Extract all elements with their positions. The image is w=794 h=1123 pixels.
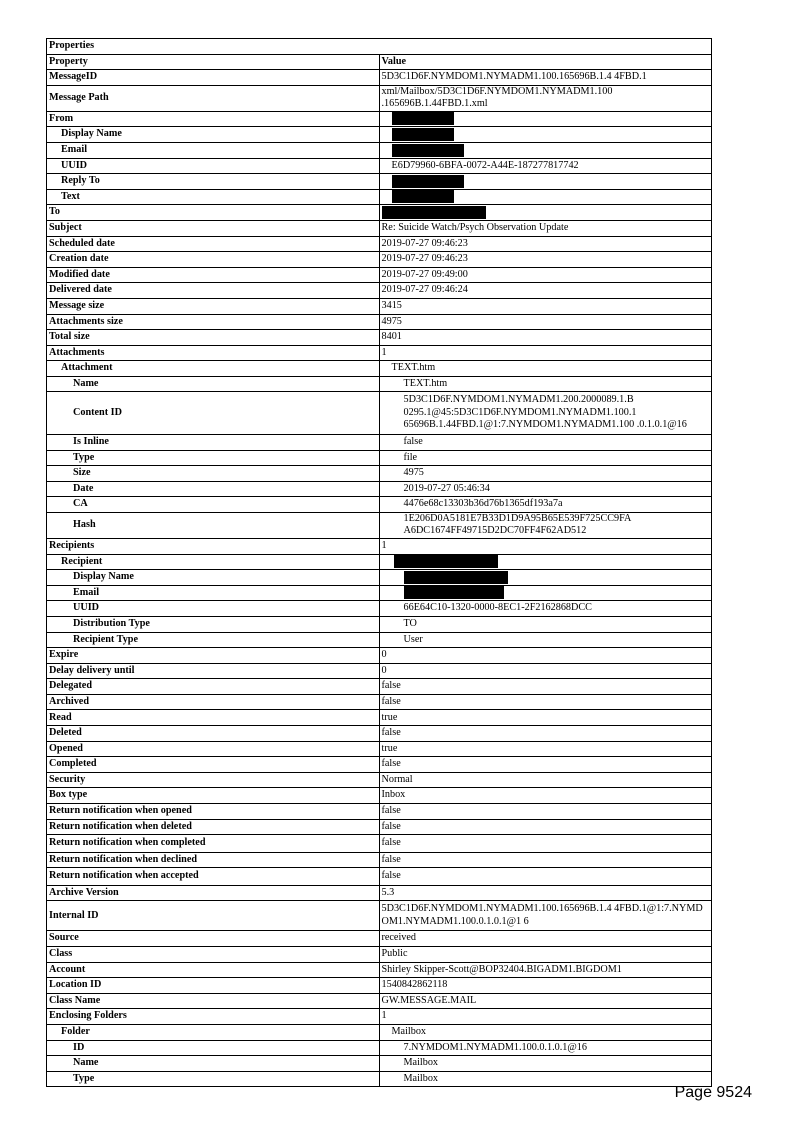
table-row bbox=[47, 962, 712, 978]
table-row bbox=[47, 512, 712, 538]
column-header-property: Property bbox=[47, 54, 380, 70]
row-key: Return notification when opened bbox=[47, 804, 380, 820]
row-key: CA bbox=[47, 497, 380, 513]
row-key: Recipients bbox=[47, 538, 380, 554]
row-key: Class bbox=[47, 947, 380, 963]
row-value: Inbox bbox=[379, 788, 712, 804]
row-value: Re: Suicide Watch/Psych Observation Update bbox=[379, 220, 712, 236]
table-row bbox=[47, 111, 712, 127]
row-key: Read bbox=[47, 710, 380, 726]
row-value bbox=[379, 205, 712, 221]
table-row bbox=[47, 158, 712, 174]
table-row bbox=[47, 481, 712, 497]
row-value: received bbox=[379, 931, 712, 947]
row-value: 4975 bbox=[379, 314, 712, 330]
row-value: TEXT.htm bbox=[379, 376, 712, 392]
table-row bbox=[47, 392, 712, 435]
table-row bbox=[47, 330, 712, 346]
row-value: Normal bbox=[379, 772, 712, 788]
table-row bbox=[47, 361, 712, 377]
table-row bbox=[47, 70, 712, 86]
table-row bbox=[47, 679, 712, 695]
row-key: Archive Version bbox=[47, 885, 380, 901]
redaction-box bbox=[392, 128, 454, 141]
table-row bbox=[47, 538, 712, 554]
table-row bbox=[47, 694, 712, 710]
row-value: false bbox=[379, 757, 712, 773]
row-value: 5D3C1D6F.NYMDOM1.NYMADM1.100.165696B.1.4 4FBD.1 bbox=[379, 70, 712, 86]
row-key: Type bbox=[47, 1071, 380, 1087]
row-key: Folder bbox=[47, 1024, 380, 1040]
row-value: E6D79960-6BFA-0072-A44E-187277817742 bbox=[379, 158, 712, 174]
row-value: 66E64C10-1320-0000-8EC1-2F2162868DCC bbox=[379, 601, 712, 617]
table-row bbox=[47, 236, 712, 252]
row-value: 2019-07-27 05:46:34 bbox=[379, 481, 712, 497]
row-value: 5D3C1D6F.NYMDOM1.NYMADM1.100.165696B.1.4 4FBD.1@1:7.NYMDOM1.NYMADM1.100.0.1.0.1@1 6 bbox=[379, 901, 712, 931]
table-row bbox=[47, 345, 712, 361]
row-value: 1540842862118 bbox=[379, 978, 712, 994]
row-key: Size bbox=[47, 466, 380, 482]
row-value: 1 bbox=[379, 1009, 712, 1025]
row-key: Attachments size bbox=[47, 314, 380, 330]
row-key: Expire bbox=[47, 648, 380, 664]
row-key: Type bbox=[47, 450, 380, 466]
row-value: true bbox=[379, 710, 712, 726]
table-header-row bbox=[47, 54, 712, 70]
row-key: Is Inline bbox=[47, 434, 380, 450]
row-value: false bbox=[379, 726, 712, 742]
row-key: Delegated bbox=[47, 679, 380, 695]
table-row bbox=[47, 1024, 712, 1040]
table-row bbox=[47, 726, 712, 742]
row-value: 3415 bbox=[379, 298, 712, 314]
table-row bbox=[47, 252, 712, 268]
table-row bbox=[47, 570, 712, 586]
table-row bbox=[47, 85, 712, 111]
row-key: Class Name bbox=[47, 993, 380, 1009]
row-key: Location ID bbox=[47, 978, 380, 994]
row-value: TO bbox=[379, 616, 712, 632]
table-row bbox=[47, 220, 712, 236]
row-key: Internal ID bbox=[47, 901, 380, 931]
table-row bbox=[47, 835, 712, 853]
table-row bbox=[47, 931, 712, 947]
row-value: false bbox=[379, 835, 712, 853]
row-key: Return notification when declined bbox=[47, 852, 380, 868]
row-value: GW.MESSAGE.MAIL bbox=[379, 993, 712, 1009]
row-value: User bbox=[379, 632, 712, 648]
row-key: Opened bbox=[47, 741, 380, 757]
table-row bbox=[47, 1009, 712, 1025]
table-row bbox=[47, 632, 712, 648]
table-row bbox=[47, 434, 712, 450]
row-key: Message Path bbox=[47, 85, 380, 111]
row-value: 0 bbox=[379, 663, 712, 679]
row-key: Subject bbox=[47, 220, 380, 236]
row-key: Reply To bbox=[47, 174, 380, 190]
row-value bbox=[379, 189, 712, 205]
page-number: Page 9524 bbox=[674, 1084, 752, 1101]
table-row bbox=[47, 868, 712, 886]
row-key: UUID bbox=[47, 158, 380, 174]
row-value: 5D3C1D6F.NYMDOM1.NYMADM1.200.2000089.1.B 0295.1@45:5D3C1D6F.NYMDOM1.NYMADM1.100.1 65696B.1.44FBD.1@1:7.NYMDOM1.NYMADM1.100 .0.1.0.1@16 bbox=[379, 392, 712, 435]
row-value bbox=[379, 570, 712, 586]
row-value bbox=[379, 554, 712, 570]
row-key: Completed bbox=[47, 757, 380, 773]
row-key: Return notification when deleted bbox=[47, 819, 380, 835]
row-value bbox=[379, 111, 712, 127]
redaction-box bbox=[392, 112, 454, 125]
table-row bbox=[47, 772, 712, 788]
row-key: From bbox=[47, 111, 380, 127]
row-key: Recipient bbox=[47, 554, 380, 570]
row-value: Public bbox=[379, 947, 712, 963]
table-row bbox=[47, 819, 712, 835]
table-row bbox=[47, 283, 712, 299]
row-key: Content ID bbox=[47, 392, 380, 435]
row-value: 2019-07-27 09:46:23 bbox=[379, 252, 712, 268]
table-row bbox=[47, 788, 712, 804]
table-row bbox=[47, 741, 712, 757]
row-key: Text bbox=[47, 189, 380, 205]
row-value: file bbox=[379, 450, 712, 466]
table-row bbox=[47, 978, 712, 994]
table-row bbox=[47, 450, 712, 466]
row-value: false bbox=[379, 434, 712, 450]
row-value: xml/Mailbox/5D3C1D6F.NYMDOM1.NYMADM1.100 .165696B.1.44FBD.1.xml bbox=[379, 85, 712, 111]
row-key: ID bbox=[47, 1040, 380, 1056]
row-value: false bbox=[379, 679, 712, 695]
table-row bbox=[47, 267, 712, 283]
row-value: false bbox=[379, 819, 712, 835]
table-row bbox=[47, 901, 712, 931]
table-row bbox=[47, 852, 712, 868]
row-value: false bbox=[379, 804, 712, 820]
row-value: 1 bbox=[379, 538, 712, 554]
row-key: Archived bbox=[47, 694, 380, 710]
table-row bbox=[47, 497, 712, 513]
table-row bbox=[47, 885, 712, 901]
redaction-box bbox=[392, 190, 454, 203]
row-value: Mailbox bbox=[379, 1056, 712, 1072]
row-key: Enclosing Folders bbox=[47, 1009, 380, 1025]
row-value: TEXT.htm bbox=[379, 361, 712, 377]
table-row bbox=[47, 585, 712, 601]
row-key: Creation date bbox=[47, 252, 380, 268]
table-row bbox=[47, 663, 712, 679]
table-row bbox=[47, 298, 712, 314]
row-key: Scheduled date bbox=[47, 236, 380, 252]
table-row bbox=[47, 376, 712, 392]
row-value: 5.3 bbox=[379, 885, 712, 901]
row-key: Return notification when accepted bbox=[47, 868, 380, 886]
redaction-box bbox=[392, 144, 464, 157]
table-row bbox=[47, 1040, 712, 1056]
row-value: 1 bbox=[379, 345, 712, 361]
row-key: Modified date bbox=[47, 267, 380, 283]
row-value: 1E206D0A5181E7B33D1D9A95B65E539F725CC9FA A6DC1674FF49715D2DC70FF4F62AD512 bbox=[379, 512, 712, 538]
table-row bbox=[47, 127, 712, 143]
row-key: UUID bbox=[47, 601, 380, 617]
row-key: Total size bbox=[47, 330, 380, 346]
row-key: Delay delivery until bbox=[47, 663, 380, 679]
row-key: Hash bbox=[47, 512, 380, 538]
row-value bbox=[379, 174, 712, 190]
row-value: Shirley Skipper-Scott@BOP32404.BIGADM1.BIGDOM1 bbox=[379, 962, 712, 978]
table-row bbox=[47, 993, 712, 1009]
row-value: Mailbox bbox=[379, 1024, 712, 1040]
row-key: Name bbox=[47, 376, 380, 392]
redaction-box bbox=[394, 555, 498, 568]
table-row bbox=[47, 757, 712, 773]
table-title: Properties bbox=[47, 39, 712, 55]
row-key: MessageID bbox=[47, 70, 380, 86]
row-value: 4975 bbox=[379, 466, 712, 482]
table-row bbox=[47, 142, 712, 158]
table-row bbox=[47, 1071, 712, 1087]
properties-sheet bbox=[46, 38, 712, 1087]
row-key: Return notification when completed bbox=[47, 835, 380, 853]
row-key: Email bbox=[47, 585, 380, 601]
row-value: 2019-07-27 09:49:00 bbox=[379, 267, 712, 283]
row-value bbox=[379, 142, 712, 158]
table-row bbox=[47, 601, 712, 617]
row-key: Account bbox=[47, 962, 380, 978]
table-row bbox=[47, 1056, 712, 1072]
table-row bbox=[47, 174, 712, 190]
redaction-box bbox=[404, 586, 504, 599]
row-key: Display Name bbox=[47, 570, 380, 586]
row-value: 7.NYMDOM1.NYMADM1.100.0.1.0.1@16 bbox=[379, 1040, 712, 1056]
table-row bbox=[47, 189, 712, 205]
redaction-box bbox=[392, 175, 464, 188]
row-key: Source bbox=[47, 931, 380, 947]
row-key: Attachments bbox=[47, 345, 380, 361]
row-value bbox=[379, 127, 712, 143]
row-key: Message size bbox=[47, 298, 380, 314]
table-row bbox=[47, 554, 712, 570]
row-key: Security bbox=[47, 772, 380, 788]
table-row bbox=[47, 466, 712, 482]
row-value: 2019-07-27 09:46:23 bbox=[379, 236, 712, 252]
column-header-value: Value bbox=[379, 54, 712, 70]
row-key: Recipient Type bbox=[47, 632, 380, 648]
row-key: Date bbox=[47, 481, 380, 497]
table-row bbox=[47, 947, 712, 963]
properties-table bbox=[46, 38, 712, 1087]
table-row bbox=[47, 616, 712, 632]
row-key: Box type bbox=[47, 788, 380, 804]
row-value: 4476e68c13303b36d76b1365df193a7a bbox=[379, 497, 712, 513]
row-key: Name bbox=[47, 1056, 380, 1072]
row-value: Mailbox bbox=[379, 1071, 712, 1087]
row-key: Distribution Type bbox=[47, 616, 380, 632]
table-title-row bbox=[47, 39, 712, 55]
row-value: true bbox=[379, 741, 712, 757]
table-row bbox=[47, 205, 712, 221]
row-value: 2019-07-27 09:46:24 bbox=[379, 283, 712, 299]
row-value bbox=[379, 585, 712, 601]
redaction-box bbox=[382, 206, 486, 219]
row-value: 8401 bbox=[379, 330, 712, 346]
row-key: Display Name bbox=[47, 127, 380, 143]
row-value: 0 bbox=[379, 648, 712, 664]
row-value: false bbox=[379, 868, 712, 886]
table-row bbox=[47, 804, 712, 820]
row-key: To bbox=[47, 205, 380, 221]
row-key: Delivered date bbox=[47, 283, 380, 299]
row-value: false bbox=[379, 694, 712, 710]
row-value: false bbox=[379, 852, 712, 868]
table-row bbox=[47, 710, 712, 726]
table-row bbox=[47, 314, 712, 330]
row-key: Attachment bbox=[47, 361, 380, 377]
row-key: Deleted bbox=[47, 726, 380, 742]
table-row bbox=[47, 648, 712, 664]
redaction-box bbox=[404, 571, 508, 584]
row-key: Email bbox=[47, 142, 380, 158]
